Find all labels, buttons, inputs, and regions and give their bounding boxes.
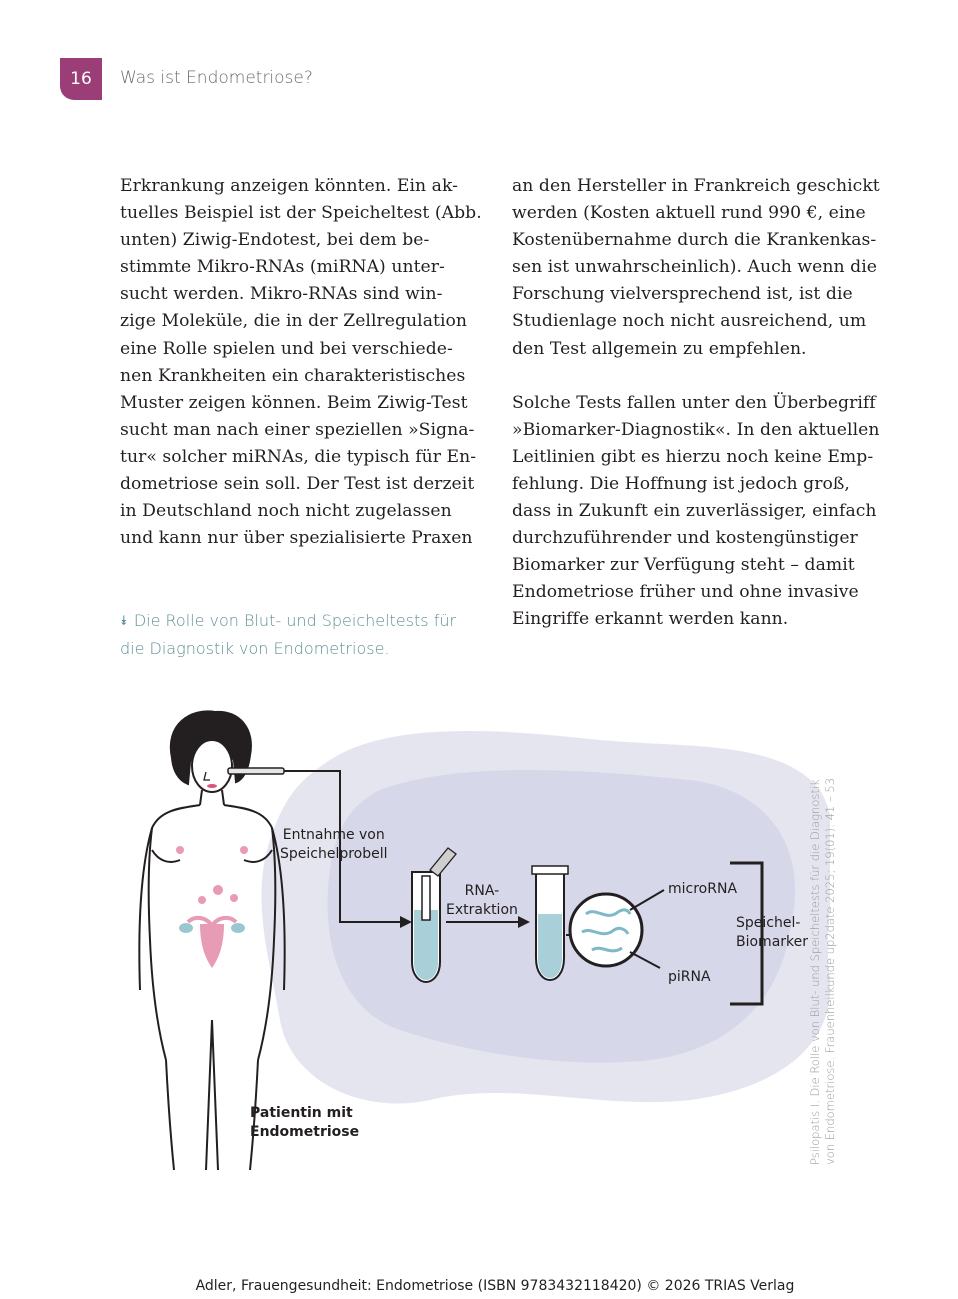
text-line: Biomarker zur Verfügung steht – damit [512, 555, 855, 576]
label-sampling: Entnahme von Speichelprobell [280, 827, 388, 862]
paragraph [512, 390, 880, 634]
text-line: Leitlinien gibt es hierzu noch keine Emp- [512, 446, 874, 467]
text-line: stimmte Mikro-RNAs (miRNA) unter- [120, 257, 445, 278]
uterus-illustration [179, 885, 245, 968]
text-line: tur« solcher miRNAs, die typisch für En- [120, 446, 477, 467]
text-line: eine Rolle spielen und bei verschiede- [120, 338, 453, 359]
paragraph [512, 173, 880, 363]
label-patient: Patientin mit Endometriose [250, 1105, 360, 1140]
text-line: sen ist unwahrscheinlich). Auch wenn die [512, 257, 877, 278]
text-line: »Biomarker-Diagnostik«. In den aktuellen [512, 419, 880, 440]
text-line: werden (Kosten aktuell rund 990 €, eine [512, 203, 866, 224]
label-pirna: piRNA [668, 969, 711, 985]
text-line: tuelles Beispiel ist der Speicheltest (Abb. [120, 203, 482, 224]
saliva-test-figure [130, 700, 830, 1190]
text-line: in Deutschland noch nicht zugelassen [120, 501, 452, 522]
right-text-column [512, 173, 880, 634]
text-line: Endometriose früher und ohne invasive [512, 582, 859, 603]
label-microrna: microRNA [668, 881, 738, 897]
saliva-swab [228, 768, 284, 774]
text-line: durchzuführender und kostengünstiger [512, 528, 858, 549]
text-line: fehlung. Die Hoffnung ist jedoch groß, [512, 473, 850, 494]
text-line: Solche Tests fallen unter den Überbegriff [512, 392, 876, 413]
caption-line: ⯯ Die Rolle von Blut- und Speicheltests für [120, 607, 490, 635]
figure-caption [120, 607, 490, 662]
page-footer: Adler, Frauengesundheit: Endometriose (ISBN 9783432118420) © 2026 TRIAS Verlag [195, 1278, 795, 1294]
text-line: Studienlage noch nicht ausreichend, um [512, 311, 867, 332]
text-line: den Test allgemein zu empfehlen. [512, 338, 807, 359]
text-line: dass in Zukunft ein zuverlässiger, einfach [512, 501, 877, 522]
text-line: Kostenübernahme durch die Krankenkas- [512, 230, 877, 251]
text-line: sucht man nach einer speziellen »Signa- [120, 419, 475, 440]
magnified-rna-view [570, 894, 642, 966]
rna-tube [532, 866, 568, 980]
page-number-badge: 16 [60, 58, 102, 100]
text-line: Erkrankung anzeigen könnten. Ein ak- [120, 176, 458, 196]
text-line: Muster zeigen können. Beim Ziwig-Test [120, 392, 468, 413]
text-line: dometriose sein soll. Der Test ist derzeit [120, 474, 475, 495]
label-biomarker: Speichel- Biomarker [736, 915, 809, 950]
text-line: sucht werden. Mikro-RNAs sind win- [120, 284, 443, 305]
text-line: Forschung vielversprechend ist, ist die [512, 284, 853, 305]
running-head: Was ist Endometriose? [120, 68, 313, 88]
label-extraction: RNA- Extraktion [446, 883, 518, 918]
text-line: Eingriffe erkannt werden kann. [512, 609, 789, 630]
text-line: und kann nur über spezialisierte Praxen [120, 528, 473, 549]
text-line: nen Krankheiten ein charakteristisches [120, 365, 466, 386]
text-line: an den Hersteller in Frankreich geschickt [512, 176, 880, 196]
caption-line: die Diagnostik von Endometriose. [120, 639, 390, 658]
text-line: unten) Ziwig-Endotest, bei dem be- [120, 230, 430, 251]
chevron-down-double-icon: ⯯ [120, 614, 128, 629]
text-line: zige Moleküle, die in der Zellregulation [120, 311, 468, 332]
figure-illustration [130, 700, 830, 1190]
left-text-column [120, 173, 480, 552]
figure-credit: Psilopatis I. Die Rolle von Blut- und Speicheltests für die Diagnostik von Endometriose. Frauenheilkunde up2date 2025; 19(01): 41 – 53 [808, 777, 837, 1165]
